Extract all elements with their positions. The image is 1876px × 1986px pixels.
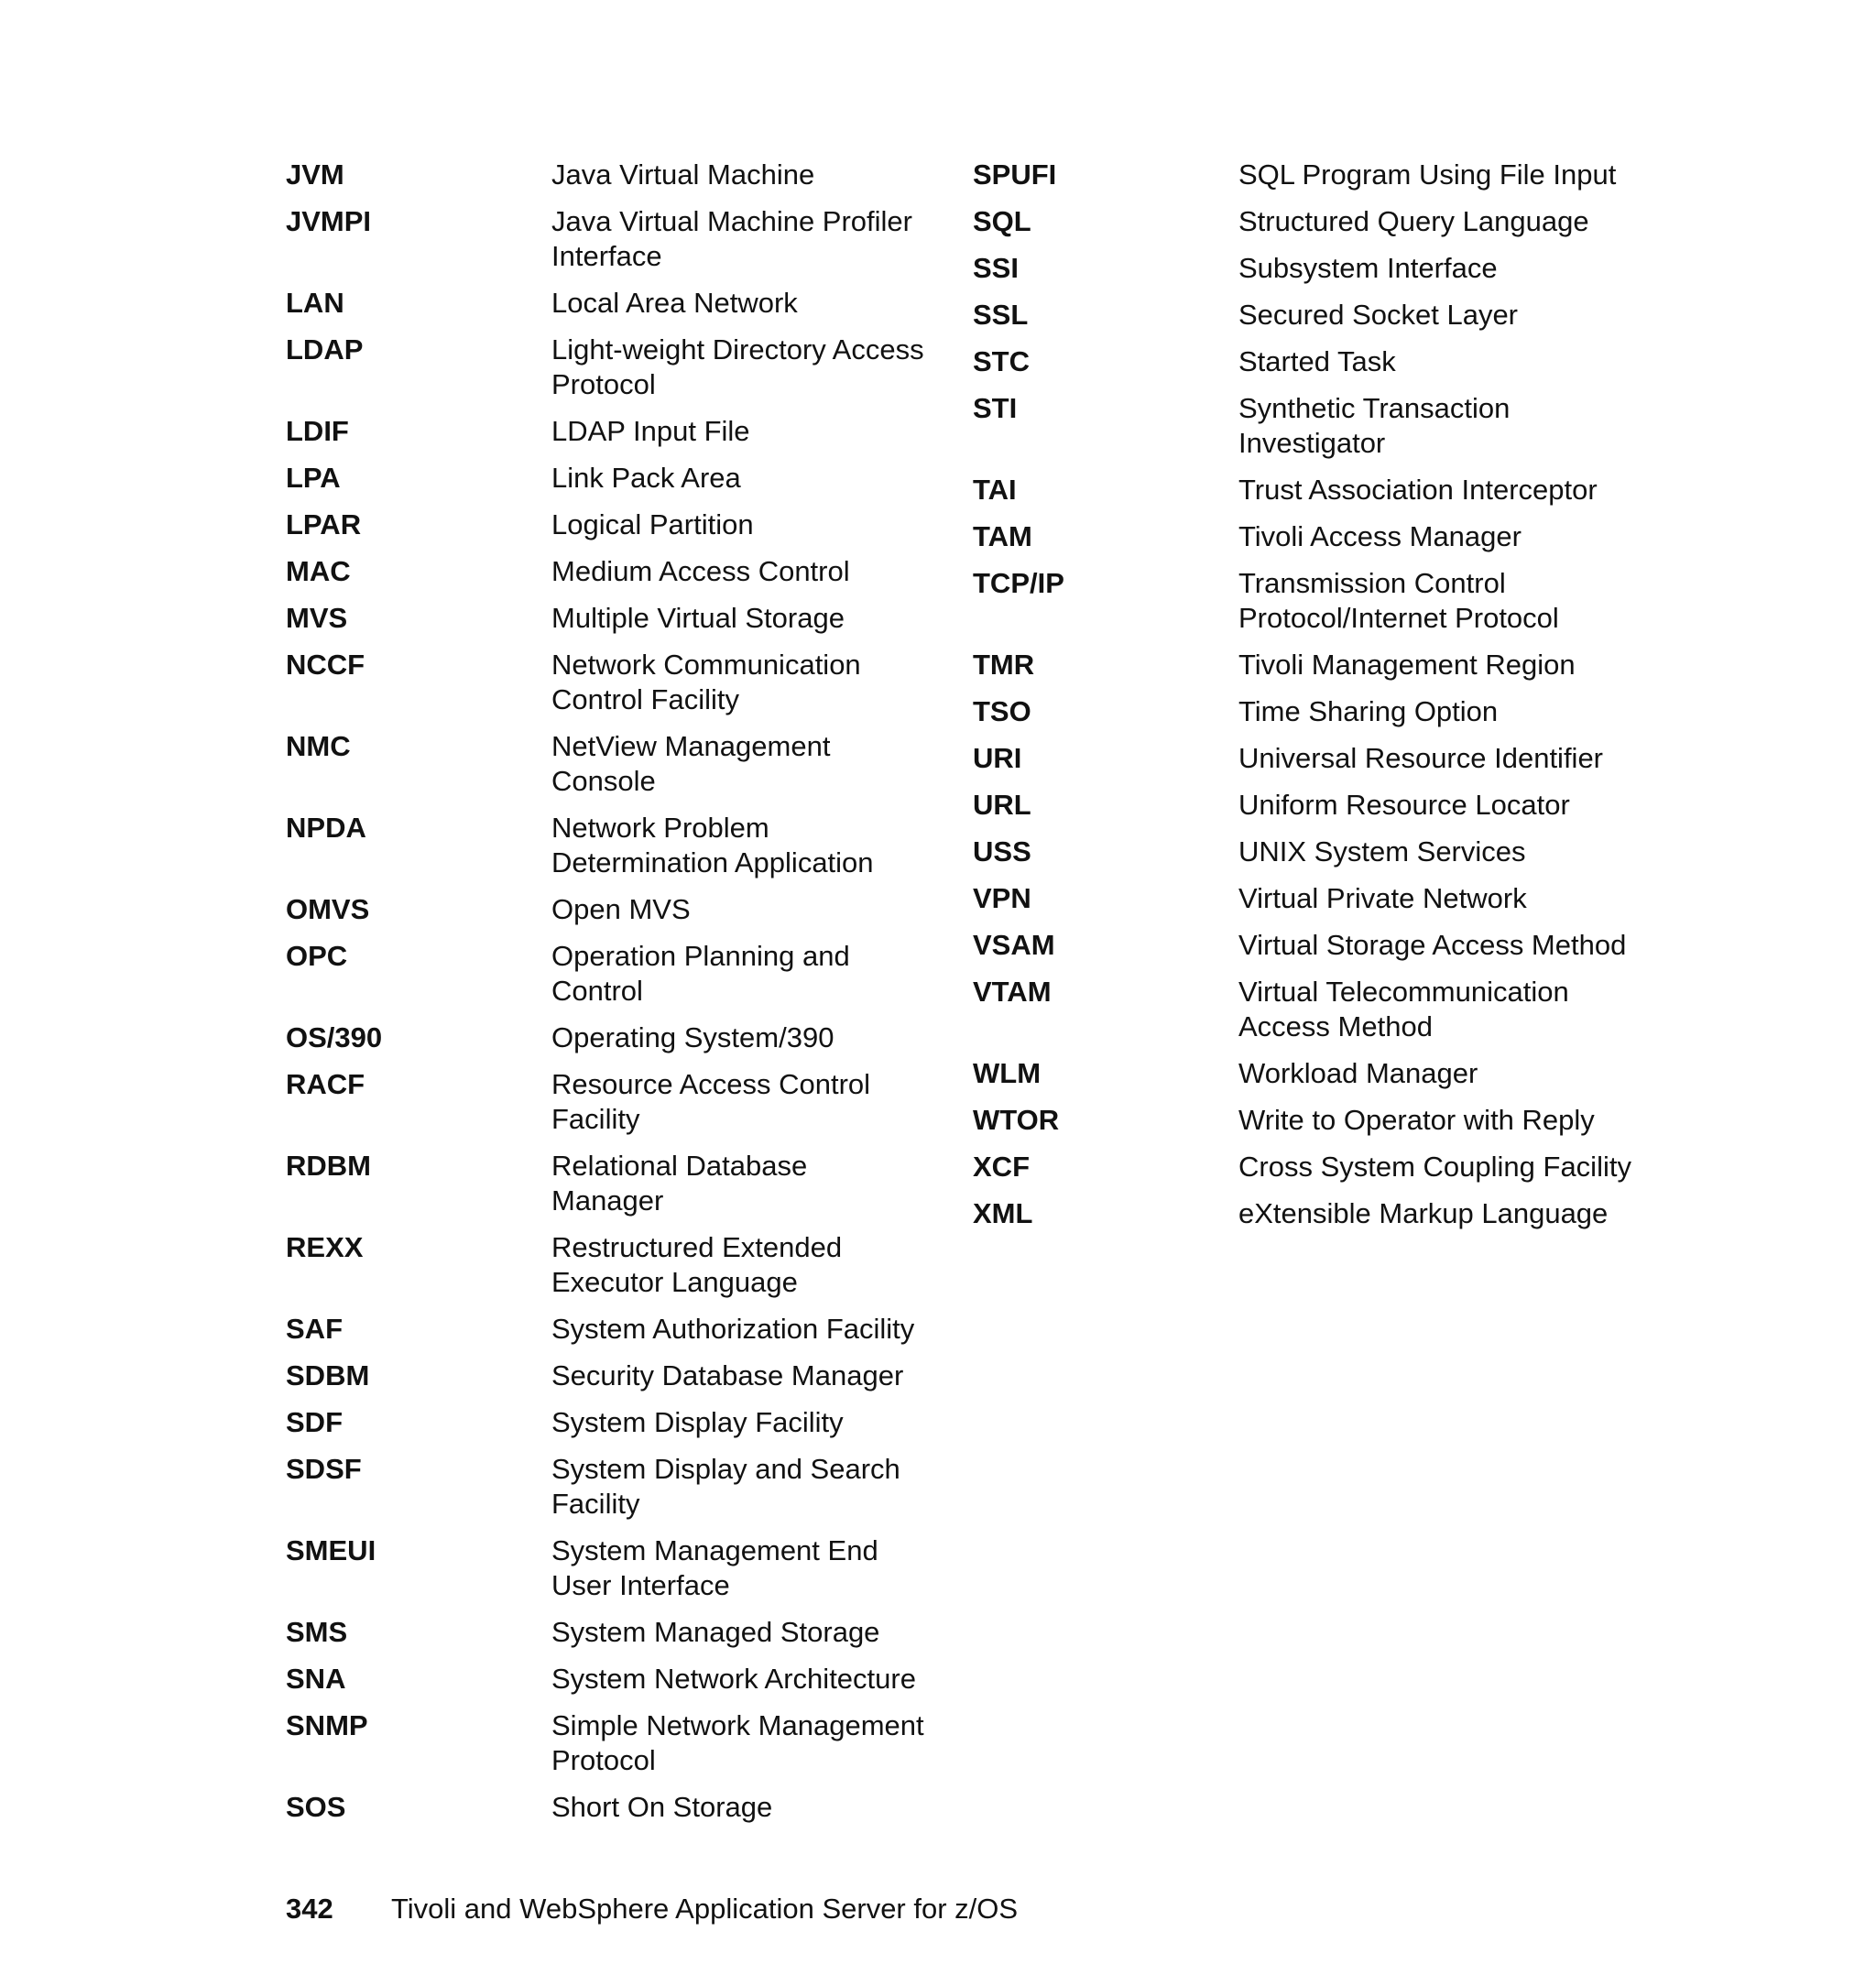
glossary-term: SAF <box>286 1313 343 1345</box>
glossary-term: TAI <box>973 474 1017 506</box>
glossary-term: SOS <box>286 1791 346 1823</box>
glossary-entry <box>973 158 1632 192</box>
glossary-entry <box>973 204 1632 239</box>
glossary-entry <box>286 507 927 542</box>
glossary-entry <box>286 204 927 274</box>
glossary-definition: Uniform Resource Locator <box>1238 789 1570 821</box>
glossary-definition: Trust Association Interceptor <box>1238 474 1598 506</box>
glossary-term: SDF <box>286 1406 343 1438</box>
glossary-term: LPA <box>286 462 341 494</box>
glossary-definition: Cross System Coupling Facility <box>1238 1151 1631 1183</box>
glossary-term: TMR <box>973 649 1035 681</box>
glossary-entry <box>286 414 927 449</box>
glossary-term: USS <box>973 835 1031 868</box>
glossary-term: SDSF <box>286 1453 362 1485</box>
glossary-definition: Universal Resource Identifier <box>1238 742 1604 774</box>
glossary-term: OS/390 <box>286 1021 383 1053</box>
glossary-term: LDIF <box>286 415 349 447</box>
glossary-entry <box>286 1149 927 1218</box>
glossary-definition: Started Task <box>1238 345 1396 377</box>
glossary-column-left <box>286 158 927 1837</box>
glossary-definition: System Display and Search Facility <box>551 1453 900 1520</box>
glossary-entry <box>286 811 927 880</box>
glossary-entry <box>286 333 927 402</box>
glossary-definition: Write to Operator with Reply <box>1238 1104 1595 1136</box>
glossary-term: SQL <box>973 205 1031 237</box>
glossary-definition: Network Communication Control Facility <box>551 649 861 715</box>
glossary-entry <box>286 729 927 799</box>
glossary-entry <box>973 835 1632 869</box>
glossary-term: SSI <box>973 252 1019 284</box>
glossary-definition: Time Sharing Option <box>1238 695 1499 727</box>
glossary-entry <box>286 648 927 717</box>
glossary-term: NMC <box>286 730 351 762</box>
glossary-term: URL <box>973 789 1031 821</box>
glossary-entry <box>286 1359 927 1393</box>
glossary-entry <box>286 1533 927 1603</box>
glossary-entry <box>286 1615 927 1650</box>
glossary-definition: eXtensible Markup Language <box>1238 1197 1609 1229</box>
glossary-definition: Virtual Telecommunication Access Method <box>1238 976 1569 1042</box>
glossary-entry <box>286 158 927 192</box>
glossary-term: MVS <box>286 602 348 634</box>
glossary-term: XCF <box>973 1151 1030 1183</box>
glossary-definition: System Display Facility <box>551 1406 844 1438</box>
glossary-term: SNMP <box>286 1709 368 1741</box>
glossary-entry <box>286 939 927 1009</box>
glossary-term: URI <box>973 742 1022 774</box>
glossary-term: WLM <box>973 1057 1042 1089</box>
glossary-definition: LDAP Input File <box>551 415 750 447</box>
glossary-entry <box>286 1312 927 1347</box>
glossary-term: OPC <box>286 940 348 972</box>
glossary-term: NPDA <box>286 812 366 844</box>
glossary-column-right <box>973 158 1632 1243</box>
glossary-term: VSAM <box>973 929 1055 961</box>
glossary-entry <box>973 251 1632 286</box>
glossary-definition: Resource Access Control Facility <box>551 1068 871 1135</box>
glossary-term: RACF <box>286 1068 365 1100</box>
glossary-definition: Virtual Storage Access Method <box>1238 929 1627 961</box>
glossary-definition: Simple Network Management Protocol <box>551 1709 924 1776</box>
glossary-term: RDBM <box>286 1150 371 1182</box>
glossary-definition: Operation Planning and Control <box>551 940 850 1007</box>
glossary-entry <box>286 1452 927 1522</box>
glossary-definition: Network Problem Determination Application <box>551 812 874 878</box>
glossary-entry <box>286 1020 927 1055</box>
glossary-entry <box>973 1056 1632 1091</box>
book-title: Tivoli and WebSphere Application Server for z/OS <box>391 1893 1019 1925</box>
glossary-entry <box>973 741 1632 776</box>
glossary-term: SMS <box>286 1616 348 1648</box>
glossary-term: WTOR <box>973 1104 1060 1136</box>
glossary-definition: Relational Database Manager <box>551 1150 808 1217</box>
glossary-definition: System Network Architecture <box>551 1663 916 1695</box>
glossary-entry <box>286 1067 927 1137</box>
glossary-entry <box>286 1405 927 1440</box>
glossary-definition: System Managed Storage <box>551 1616 880 1648</box>
glossary-definition: Operating System/390 <box>551 1021 834 1053</box>
glossary-term: LDAP <box>286 333 364 366</box>
glossary-entry <box>973 473 1632 507</box>
glossary-definition: Light-weight Directory Access Protocol <box>551 333 924 400</box>
glossary-entry <box>973 648 1632 682</box>
page-number: 342 <box>286 1893 333 1925</box>
glossary-entry <box>286 1790 927 1825</box>
glossary-term: NCCF <box>286 649 365 681</box>
glossary-entry <box>286 1230 927 1300</box>
glossary-term: LPAR <box>286 508 362 540</box>
glossary-term: MAC <box>286 555 351 587</box>
glossary-definition: Logical Partition <box>551 508 754 540</box>
glossary-definition: Local Area Network <box>551 287 798 319</box>
glossary-term: SNA <box>286 1663 346 1695</box>
glossary-entry <box>973 344 1632 379</box>
glossary-entry <box>286 1662 927 1697</box>
glossary-term: VTAM <box>973 976 1052 1008</box>
glossary-entry <box>973 298 1632 333</box>
glossary-definition: Subsystem Interface <box>1238 252 1498 284</box>
glossary-term: OMVS <box>286 893 370 925</box>
glossary-entry <box>286 461 927 496</box>
glossary-entry <box>973 975 1632 1044</box>
glossary-definition: Java Virtual Machine <box>551 158 815 191</box>
glossary-term: LAN <box>286 287 344 319</box>
glossary-term: SDBM <box>286 1359 370 1391</box>
glossary-definition: Link Pack Area <box>551 462 741 494</box>
glossary-entry <box>973 391 1632 461</box>
glossary-term: TSO <box>973 695 1031 727</box>
glossary-entry <box>973 694 1632 729</box>
glossary-definition: Structured Query Language <box>1238 205 1589 237</box>
glossary-definition: Synthetic Transaction Investigator <box>1238 392 1511 459</box>
glossary-term: JVMPI <box>286 205 372 237</box>
glossary-definition: Tivoli Access Manager <box>1238 520 1522 552</box>
glossary-definition: Tivoli Management Region <box>1238 649 1576 681</box>
glossary-definition: Workload Manager <box>1238 1057 1478 1089</box>
glossary-definition: NetView Management Console <box>551 730 831 797</box>
glossary-entry <box>286 1708 927 1778</box>
glossary-entry <box>973 1196 1632 1231</box>
glossary-entry <box>286 892 927 927</box>
glossary-term: REXX <box>286 1231 364 1263</box>
glossary-entry <box>286 286 927 321</box>
glossary-definition: Open MVS <box>551 893 691 925</box>
glossary-entry <box>973 566 1632 636</box>
glossary-definition: Virtual Private Network <box>1238 882 1527 914</box>
glossary-term: VPN <box>973 882 1031 914</box>
glossary-definition: Short On Storage <box>551 1791 773 1823</box>
glossary-definition: SQL Program Using File Input <box>1238 158 1617 191</box>
glossary-definition: Multiple Virtual Storage <box>551 602 845 634</box>
glossary-term: JVM <box>286 158 344 191</box>
glossary-term: STI <box>973 392 1018 424</box>
glossary-entry <box>286 601 927 636</box>
glossary-definition: Medium Access Control <box>551 555 850 587</box>
glossary-term: XML <box>973 1197 1033 1229</box>
glossary-entry <box>286 554 927 589</box>
glossary-term: TAM <box>973 520 1032 552</box>
glossary-term: STC <box>973 345 1030 377</box>
glossary-definition: Transmission Control Protocol/Internet Protocol <box>1238 567 1559 634</box>
glossary-definition: UNIX System Services <box>1238 835 1526 868</box>
glossary-entry <box>973 788 1632 823</box>
glossary-definition: Security Database Manager <box>551 1359 904 1391</box>
glossary-definition: Java Virtual Machine Profiler Interface <box>551 205 912 272</box>
glossary-term: SPUFI <box>973 158 1057 191</box>
page-footer <box>286 1891 1018 1927</box>
glossary-term: TCP/IP <box>973 567 1064 599</box>
glossary-entry <box>973 881 1632 916</box>
glossary-entry <box>973 519 1632 554</box>
glossary-definition: Restructured Extended Executor Language <box>551 1231 843 1298</box>
glossary-term: SMEUI <box>286 1534 376 1566</box>
glossary-definition: System Management End User Interface <box>551 1534 878 1601</box>
glossary-entry <box>973 928 1632 963</box>
glossary-term: SSL <box>973 299 1029 331</box>
glossary-entry <box>973 1150 1632 1184</box>
glossary-definition: Secured Socket Layer <box>1238 299 1519 331</box>
glossary-entry <box>973 1103 1632 1138</box>
glossary-definition: System Authorization Facility <box>551 1313 915 1345</box>
